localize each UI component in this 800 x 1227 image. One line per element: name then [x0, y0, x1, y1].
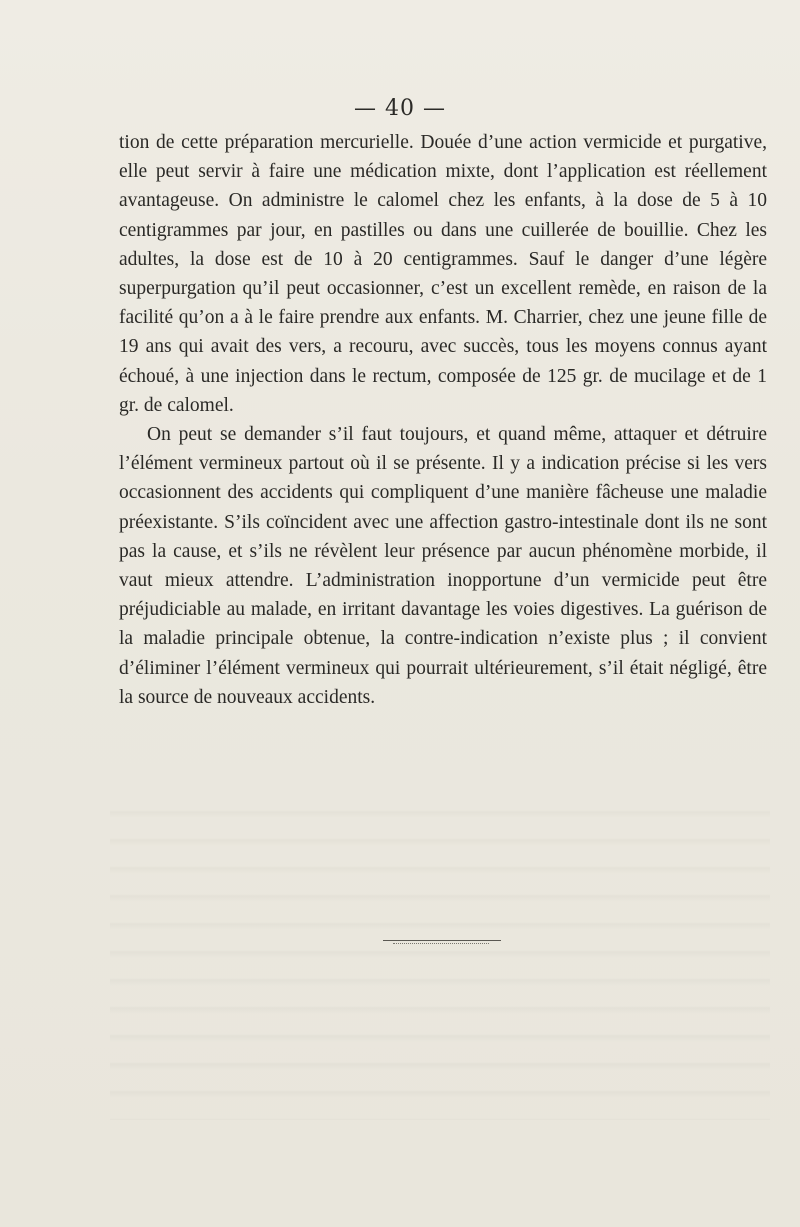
- paragraph-1: tion de cette préparation mercurielle. Douée d’une action vermicide et purgative, elle peut servir à faire une médication mixte, dont l’application est réellement avantageuse. On administre le calomel chez les enfants, à la dose de 5 à 10 centigrammes par jour, en pastilles ou dans une cuillerée de bouillie. Chez les adultes, la dose est de 10 à 20 centigrammes. Sauf le danger d’une légère superpurgation qu’il peut occasionner, c’est un excellent remède, en raison de la facilité qu’on a à le faire prendre aux enfants. M. Charrier, chez une jeune fille de 19 ans qui avait des vers, a recouru, avec succès, tous les moyens connus ayant échoué, à une injection dans le rectum, composée de 125 gr. de mucilage et de 1 gr. de calomel.: [119, 132, 767, 416]
- section-divider: [383, 940, 501, 941]
- show-through-shadow: [110, 790, 770, 1120]
- body-text: [119, 128, 767, 712]
- page-number: — 40 —: [354, 96, 446, 121]
- paragraph-2: On peut se demander s’il faut toujours, et quand même, attaquer et détruire l’élément vermineux partout où il se présente. Il y a indication précise si les vers occasionnent des accidents qui compliquent d’une manière fâcheuse une maladie préexistante. S’ils coïncident avec une affection gastro-intestinale dont ils ne sont pas la cause, et s’ils ne révèlent leur présence par aucun phénomène morbide, il vaut mieux attendre. L’administration inopportune d’un vermicide peut être préjudiciable au malade, en irritant davantage les voies digestives. La guérison de la maladie principale obtenue, la contre-indication n’existe plus ; il convient d’éliminer l’élément vermineux qui pourrait ultérieurement, s’il était négligé, être la source de nouveaux accidents.: [119, 424, 767, 708]
